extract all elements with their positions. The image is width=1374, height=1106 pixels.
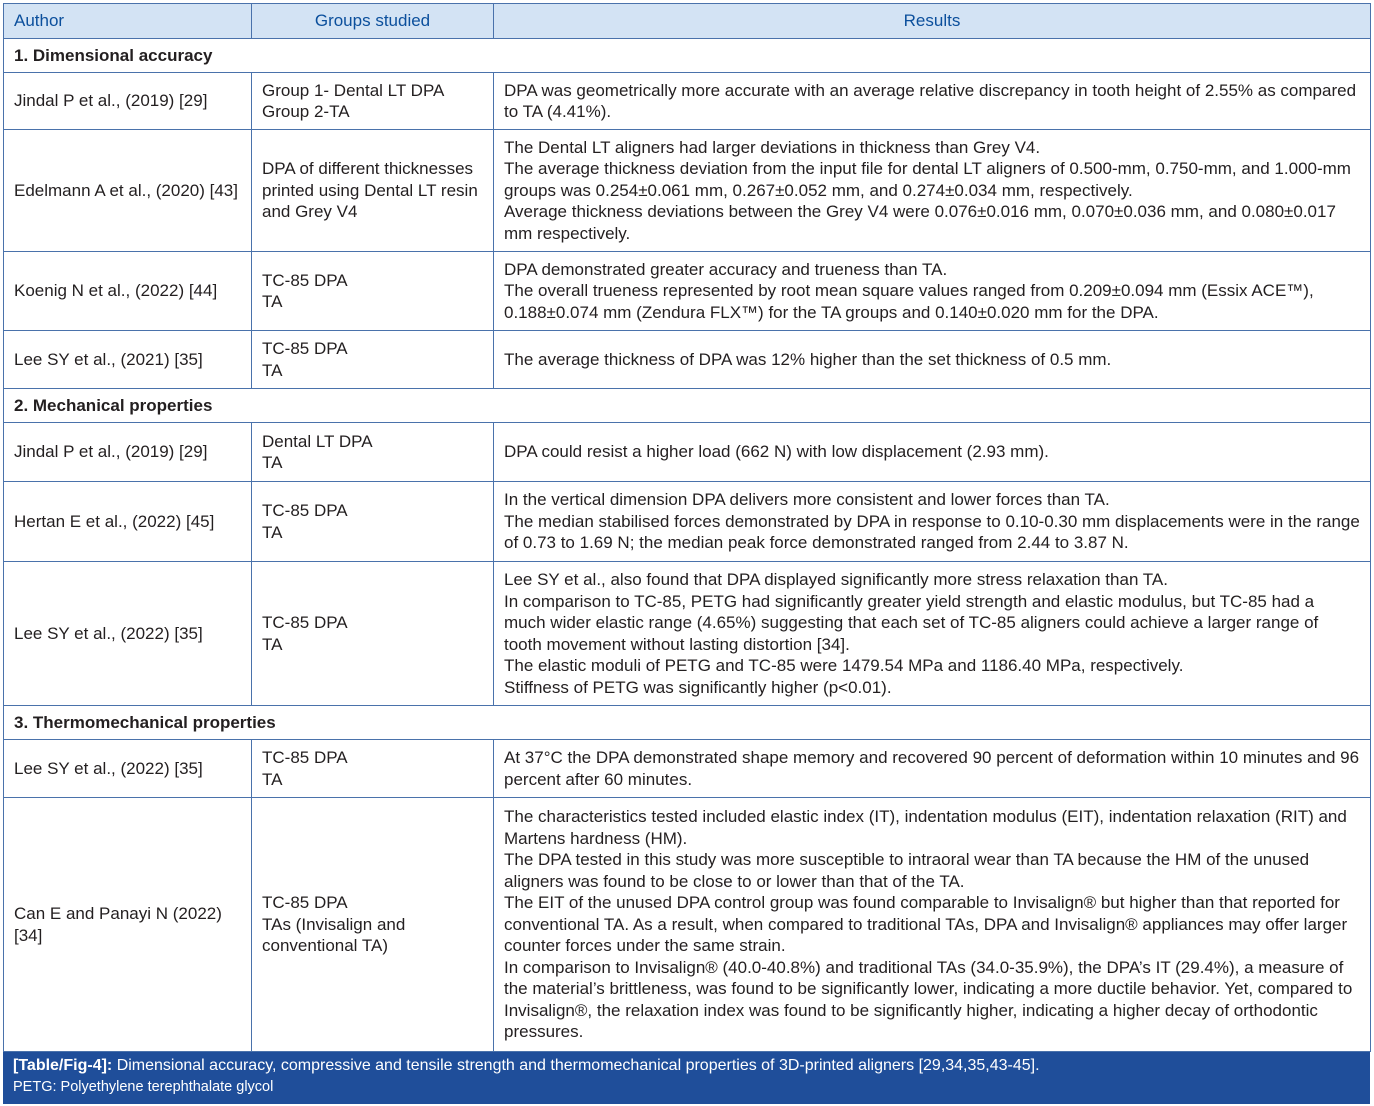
table-row xyxy=(4,798,1371,1052)
caption-note: PETG: Polyethylene terephthalate glycol xyxy=(13,1079,274,1095)
section-heading: 3. Thermomechanical properties xyxy=(4,706,1371,740)
result-line: The DPA tested in this study was more susceptible to intraoral wear than TA because the HM of the unused aligners was found to be close to or lower than that of the TA. xyxy=(504,850,1310,891)
table-row xyxy=(4,331,1371,389)
groups-cell xyxy=(252,562,494,706)
section-heading: 2. Mechanical properties xyxy=(4,389,1371,423)
groups-line: DPA of different thicknesses printed using Dental LT resin and Grey V4 xyxy=(262,159,478,222)
results-cell xyxy=(494,798,1371,1052)
groups-line: TC-85 DPA xyxy=(262,339,348,358)
result-line: Average thickness deviations between the Grey V4 were 0.076±0.016 mm, 0.070±0.036 mm, and 0.080±0.017 mm respectively. xyxy=(504,202,1336,243)
result-line: DPA could resist a higher load (662 N) with low displacement (2.93 mm). xyxy=(504,442,1049,462)
result-line: The characteristics tested included elastic index (IT), indentation modulus (EIT), indentation relaxation (RIT) and Martens hardness (HM). xyxy=(504,807,1347,848)
results-cell xyxy=(494,331,1371,389)
groups-cell xyxy=(252,740,494,798)
groups-line: TC-85 DPA xyxy=(262,270,348,290)
author-cell: Hertan E et al., (2022) [45] xyxy=(4,482,252,562)
groups-cell xyxy=(252,798,494,1052)
groups-line: TA xyxy=(262,360,283,380)
author-cell: Jindal P et al., (2019) [29] xyxy=(4,423,252,482)
results-cell xyxy=(494,252,1371,331)
author-cell: Can E and Panayi N (2022) [34] xyxy=(4,798,252,1052)
result-line: The elastic moduli of PETG and TC-85 were 1479.54 MPa and 1186.40 MPa, respectively. xyxy=(504,656,1184,675)
author-cell: Jindal P et al., (2019) [29] xyxy=(4,73,252,130)
table-row xyxy=(4,73,1371,130)
result-line: At 37°C the DPA demonstrated shape memory and recovered 90 percent of deformation within 10 minutes and 96 percent after 60 minutes. xyxy=(504,748,1360,789)
groups-line: TC-85 DPA xyxy=(262,893,348,913)
result-line: DPA demonstrated greater accuracy and trueness than TA. xyxy=(504,259,948,279)
author-cell: Koenig N et al., (2022) [44] xyxy=(4,252,252,331)
result-line: The overall trueness represented by root mean square values ranged from 0.209±0.094 mm (Essix ACE™), 0.188±0.074 mm (Zendura FLX™) for the TA groups and 0.140±0.020 mm for the DPA. xyxy=(504,281,1314,322)
caption-text xyxy=(13,1055,1360,1077)
groups-line: TA xyxy=(262,453,283,472)
header-groups: Groups studied xyxy=(252,4,494,39)
table-header-row xyxy=(4,4,1371,39)
result-line: Lee SY et al., also found that DPA displayed significantly more stress relaxation than TA. xyxy=(504,570,1168,589)
groups-line: TA xyxy=(262,769,283,789)
groups-cell xyxy=(252,252,494,331)
header-author: Author xyxy=(4,4,252,39)
groups-line: TC-85 DPA xyxy=(262,748,348,767)
result-line: Stiffness of PETG was significantly higher (p<0.01). xyxy=(504,677,892,697)
result-line: The average thickness of DPA was 12% higher than the set thickness of 0.5 mm. xyxy=(504,349,1112,369)
table-row xyxy=(4,423,1371,482)
result-line: In comparison to Invisalign® (40.0-40.8%) and traditional TAs (34.0-35.9%), the DPA’s IT (29.4%), a measure of the material’s brittleness, was found to be significantly lower, indicating a more ductile behavior. Yet, compared to Invisalign®, the relaxation index was found to be significantly higher, indicating a higher decay of orthodontic pressures. xyxy=(504,957,1353,1042)
section-row xyxy=(4,389,1371,423)
groups-line: TA xyxy=(262,634,283,654)
author-cell: Lee SY et al., (2022) [35] xyxy=(4,562,252,706)
author-cell: Lee SY et al., (2021) [35] xyxy=(4,331,252,389)
groups-cell xyxy=(252,130,494,252)
result-line: The median stabilised forces demonstrated by DPA in response to 0.10-0.30 mm displacements were in the range of 0.73 to 1.69 N; the median peak force demonstrated ranged from 2.44 to 3.87 N. xyxy=(504,511,1360,553)
table-row xyxy=(4,482,1371,562)
table-row xyxy=(4,740,1371,798)
groups-cell xyxy=(252,423,494,482)
result-line: The Dental LT aligners had larger deviations in thickness than Grey V4. xyxy=(504,137,1041,157)
groups-line: TAs (Invisalign and conventional TA) xyxy=(262,914,406,956)
result-line: The EIT of the unused DPA control group was found comparable to Invisalign® but higher than that reported for conventional TA. As a result, when compared to traditional TAs, DPA and Invisalign® appliances may offer larger counter forces under the same strain. xyxy=(504,893,1348,956)
author-cell: Lee SY et al., (2022) [35] xyxy=(4,740,252,798)
groups-line: TA xyxy=(262,292,283,311)
results-cell xyxy=(494,740,1371,798)
groups-line: TA xyxy=(262,522,283,542)
results-table xyxy=(3,3,1371,1052)
result-line: In comparison to TC-85, PETG had significantly greater yield strength and elastic modulus, but TC-85 had a much wider elastic range (4.65%) suggesting that each set of TC-85 aligners could achieve a larger range of tooth movement without lasting distortion [34]. xyxy=(504,591,1319,654)
section-row xyxy=(4,39,1371,73)
groups-line: Group 1- Dental LT DPA xyxy=(262,80,445,100)
header-results: Results xyxy=(494,4,1371,39)
results-cell xyxy=(494,423,1371,482)
table-caption xyxy=(3,1052,1370,1104)
groups-cell xyxy=(252,331,494,389)
groups-cell xyxy=(252,482,494,562)
results-cell xyxy=(494,482,1371,562)
groups-line: TC-85 DPA xyxy=(262,613,348,632)
caption-label: [Table/Fig-4]: xyxy=(13,1057,113,1074)
section-heading: 1. Dimensional accuracy xyxy=(4,39,1371,73)
results-cell xyxy=(494,130,1371,252)
result-line: In the vertical dimension DPA delivers more consistent and lower forces than TA. xyxy=(504,490,1110,510)
groups-cell xyxy=(252,73,494,130)
table-row xyxy=(4,562,1371,706)
author-cell: Edelmann A et al., (2020) [43] xyxy=(4,130,252,252)
groups-line: TC-85 DPA xyxy=(262,501,348,520)
result-line: The average thickness deviation from the input file for dental LT aligners of 0.500-mm, 0.750-mm, and 1.000-mm groups was 0.254±0.061 mm, 0.267±0.052 mm, and 0.274±0.034 mm, respectively. xyxy=(504,159,1351,200)
groups-line: Dental LT DPA xyxy=(262,431,373,451)
results-cell xyxy=(494,562,1371,706)
table-row xyxy=(4,130,1371,252)
caption-body: Dimensional accuracy, compressive and tensile strength and thermomechanical properties of 3D-printed aligners [29,34,35,43-45]. xyxy=(112,1057,1040,1074)
section-row xyxy=(4,706,1371,740)
result-line: DPA was geometrically more accurate with an average relative discrepancy in tooth height of 2.55% as compared to TA (4.41%). xyxy=(504,80,1357,121)
results-cell xyxy=(494,73,1371,130)
table-row xyxy=(4,252,1371,331)
groups-line: Group 2-TA xyxy=(262,102,350,121)
